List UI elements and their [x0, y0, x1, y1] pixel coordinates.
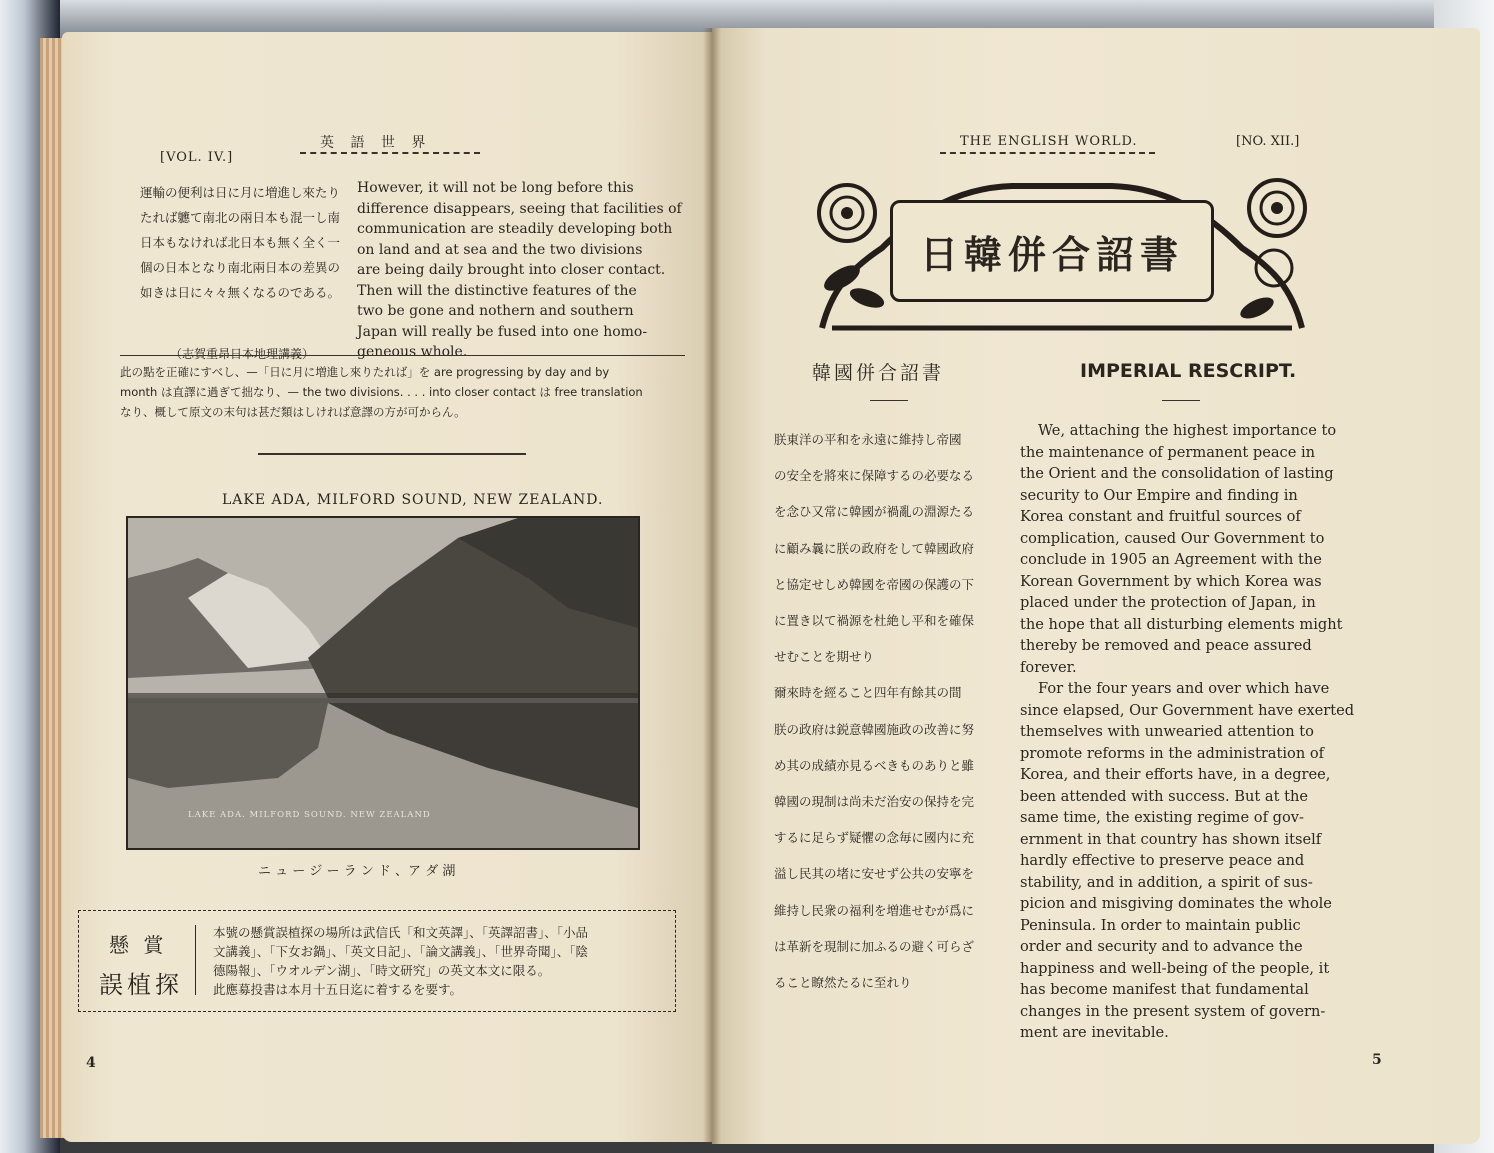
text-line: Japan will really be fused into one homo- [357, 323, 648, 340]
heading-en: IMPERIAL RESCRIPT. [1080, 360, 1297, 382]
text-line: thereby be removed and peace assured [1020, 637, 1312, 654]
wavy-divider [258, 453, 526, 455]
text-line: changes in the present system of govern- [1020, 1002, 1326, 1020]
text-line: を念ひ又常に韓國が禍亂の淵源たる [774, 504, 975, 520]
text-line: Korean Government by which Korea was [1020, 572, 1322, 590]
section-divider [120, 355, 685, 356]
text-line: since elapsed, Our Government have exerted [1020, 701, 1355, 719]
text-line: two be gone and nothern and southern [357, 303, 634, 319]
text-line: Korea constant and fruitful sources of [1020, 508, 1301, 525]
prize-notice-text [213, 923, 673, 999]
text-line: は革新を現制に加ふるの避く可らざ [774, 938, 975, 954]
text-line: order and security and to advance the [1020, 938, 1303, 955]
text-line: has become manifest that fundamental [1020, 981, 1309, 998]
typo-hunt-label: 誤植探 [99, 971, 183, 999]
text-line: conclude in 1905 an Agreement with the [1020, 551, 1322, 568]
text-line: たれば軈て南北の兩日本も混一し南 [140, 210, 341, 225]
text-line: themselves with unwearied attention to [1020, 723, 1314, 740]
text-line: 朕の政府は鋭意韓國施政の改善に努 [774, 721, 975, 737]
page-number-right: 5 [1372, 1052, 1382, 1068]
header-dotted-rule [300, 152, 480, 154]
text-line: security to Our Empire and finding in [1020, 486, 1298, 504]
text-line: するに足らず疑懼の念毎に國内に充 [774, 830, 975, 846]
text-line: complication, caused Our Government to [1020, 529, 1325, 547]
text-line: 韓國の現制は尚未だ治安の保持を完 [774, 794, 975, 810]
text-line: on land and at sea and the two divisions [357, 241, 643, 258]
text-line: ment are inevitable. [1020, 1024, 1169, 1041]
photo-inner-caption: LAKE ADA. MILFORD SOUND. NEW ZEALAND [188, 810, 431, 820]
text-line: difference disappears, seeing that facilities of [357, 200, 682, 217]
text-line: placed under the protection of Japan, in [1020, 594, 1316, 611]
text-line: However, it will not be long before this [357, 180, 634, 196]
text-line: the maintenance of permanent peace in [1020, 443, 1316, 461]
banner-title: 日韓併合詔書 [890, 200, 1214, 302]
text-line: We, attaching the highest importance to [1038, 422, 1337, 439]
text-line: the Orient and the consolidation of lasting [1020, 465, 1334, 482]
text-line: 溢し民其の堵に安せず公共の安寧を [774, 866, 975, 882]
heading-jp: 韓國併合詔書 [812, 362, 945, 384]
text-line: month は直譯に過ぎて拙なり、— the two divisions. . . . into closer contact は free translation [120, 385, 643, 399]
prize-label: 懸 賞 [109, 933, 168, 957]
text-line: の安全を將來に保障するの必要なる [774, 468, 975, 484]
lake-landscape-image [128, 518, 638, 848]
text-line: 此の點を正確にすべし、—「日に月に増進し來りたれば」を are progressing by day and by [120, 365, 610, 379]
text-line: same time, the existing regime of gov- [1020, 809, 1304, 826]
text-line: the hope that all disturbing elements might [1020, 615, 1343, 633]
lake-photo [126, 516, 640, 850]
text-line: に置き以て禍源を杜絶し平和を確保 [774, 613, 975, 629]
text-line: communication are steadily developing both [357, 221, 673, 237]
text-line: Then will the distinctive features of the [357, 282, 637, 299]
text-line: ernment in that country has shown itself [1020, 830, 1322, 848]
issue-number: [NO. XII.] [1236, 134, 1300, 149]
volume-label: [VOL. IV.] [160, 150, 234, 165]
text-line: 運輸の便利は日に月に増進し來たり [140, 185, 341, 200]
text-line: Peninsula. In order to maintain public [1020, 916, 1301, 934]
page-number-left: 4 [86, 1055, 96, 1071]
japanese-paragraph [140, 180, 350, 305]
text-line: geneous whole. [357, 344, 468, 360]
book-gutter [703, 28, 721, 1144]
text-line: 維持し民衆の福利を増進せむが爲に [774, 902, 975, 918]
rescript-english [1020, 420, 1375, 1044]
text-line: 本號の懸賞誤植探の場所は武信氏「和文英譯」、「英譯詔書」、「小品 [213, 925, 589, 940]
text-line: 文講義」、「下女お鍋」、「英文日記」、「論文講義」、「世界奇聞」、「陰 [213, 944, 589, 959]
text-line: 此應募投書は本月十五日迄に着するを要す。 [213, 982, 463, 997]
text-line: に顧み曩に朕の政府をして韓國政府 [774, 540, 975, 556]
text-line: 德陽報」、「ウオルデン湖」、「時文研究」の英文本文に限る。 [213, 963, 551, 978]
text-line: 個の日本となり南北兩日本の差異の [140, 260, 341, 275]
text-line: 朕東洋の平和を永遠に維持し帝國 [774, 432, 962, 447]
text-line: ること瞭然たるに至れり [774, 975, 912, 991]
text-line: For the four years and over which have [1038, 680, 1330, 697]
running-title-en: THE ENGLISH WORLD. [960, 134, 1138, 149]
box-divider [195, 925, 196, 995]
running-title-jp: 英 語 世 界 [320, 135, 432, 151]
rescript-japanese [774, 422, 1024, 1001]
text-line: 爾來時を經ること四年有餘其の間 [774, 685, 962, 701]
text-line: are being daily brought into closer contact. [357, 262, 666, 278]
heading-en-rule [1162, 400, 1200, 401]
text-line: Korea, and their efforts have, in a degree, [1020, 766, 1331, 783]
source-citation: （志賀重昂日本地理講義） [170, 347, 315, 361]
header-dotted-rule-right [940, 152, 1155, 154]
photo-caption-jp: ニ ュ ー ジ ー ラ ン ド 、ア ダ 湖 [258, 864, 456, 879]
translation-note [120, 362, 695, 422]
text-line: hardly effective to preserve peace and [1020, 852, 1305, 869]
text-line: 日本もなければ北日本も無く全く一 [140, 235, 341, 250]
text-line: と協定せしめ韓國を帝國の保護の下 [774, 576, 975, 592]
text-line: been attended with success. But at the [1020, 787, 1308, 805]
text-line: happiness and well-being of the people, it [1020, 959, 1330, 977]
text-line: forever. [1020, 658, 1077, 676]
english-paragraph [357, 178, 692, 363]
text-line: せむことを期せり [774, 649, 875, 665]
text-line: picion and misgiving dominates the whole [1020, 895, 1332, 912]
text-line: promote reforms in the administration of [1020, 744, 1325, 762]
text-line: なり、概して原文の末句は甚だ類はしければ意譯の方が可からん。 [120, 405, 466, 419]
text-line: stability, and in addition, a spirit of sus- [1020, 873, 1313, 891]
prize-notice-box [78, 910, 676, 1012]
photo-heading: LAKE ADA, MILFORD SOUND, NEW ZEALAND. [222, 492, 604, 508]
text-line: 如きは日に々々無くなるのである。 [140, 285, 341, 300]
heading-jp-rule [870, 400, 908, 401]
text-line: め其の成績亦見るべきものありと雖 [774, 757, 975, 773]
